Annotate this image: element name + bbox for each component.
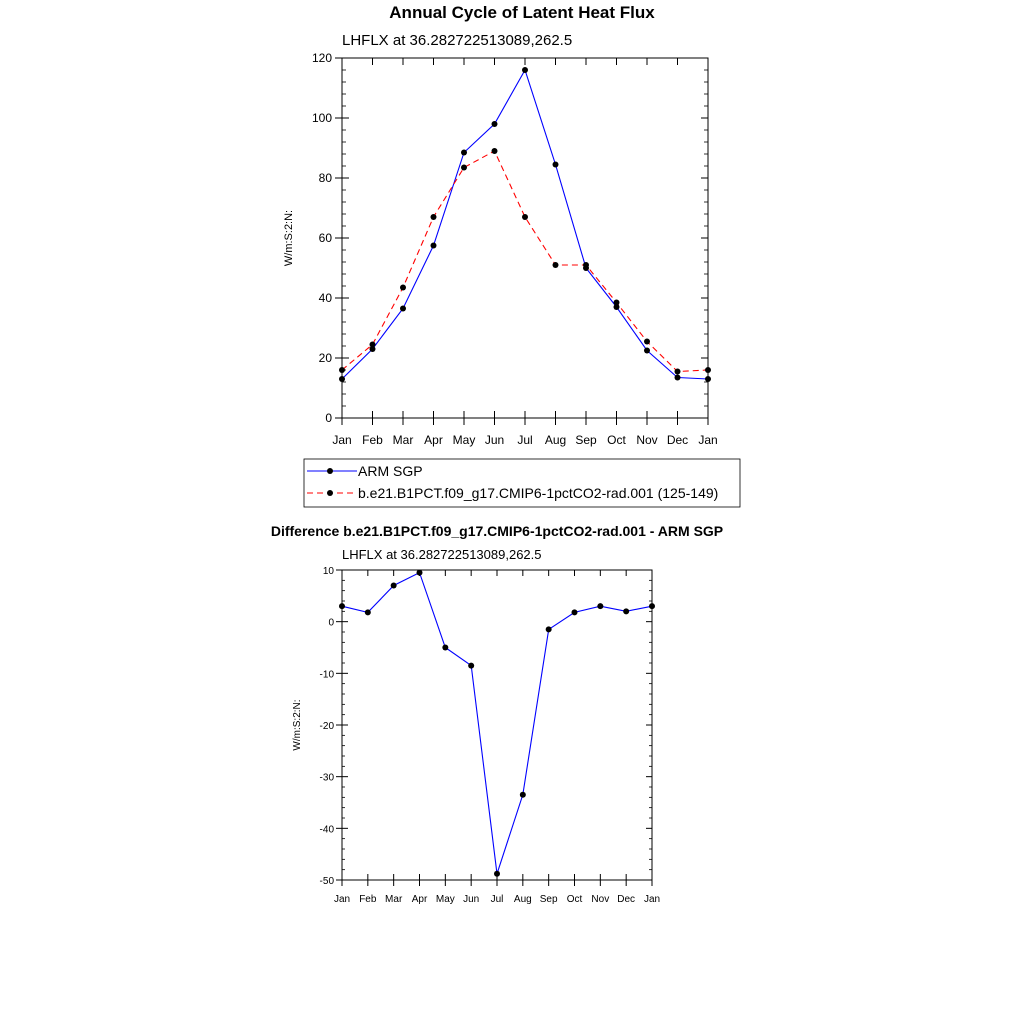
x-axis-tick-labels — [334, 894, 660, 905]
data-point-1 — [461, 165, 467, 171]
x-tick-label: Mar — [385, 894, 403, 905]
x-tick-label: Jul — [490, 894, 504, 905]
x-tick-label: Jan — [698, 433, 718, 447]
data-point-0 — [461, 150, 467, 156]
data-point-1 — [492, 148, 498, 154]
chart-subtitle: LHFLX at 36.282722513089,262.5 — [342, 32, 573, 49]
x-tick-label: Apr — [411, 894, 428, 905]
series-line-0 — [342, 573, 652, 874]
data-point-0 — [644, 348, 650, 354]
data-point-0 — [391, 583, 397, 589]
difference-panel — [271, 523, 723, 905]
y-tick-label: 60 — [318, 231, 332, 245]
data-point-0 — [365, 609, 371, 615]
data-point-1 — [583, 262, 589, 268]
y-axis-tick-labels — [320, 566, 335, 887]
x-tick-label: Aug — [513, 894, 532, 905]
series-layer — [339, 67, 711, 382]
data-point-1 — [431, 214, 437, 220]
data-point-0 — [675, 375, 681, 381]
x-tick-label: Dec — [666, 433, 689, 447]
data-point-0 — [400, 306, 406, 312]
x-tick-label: Jun — [463, 894, 480, 905]
y-tick-label: -40 — [319, 824, 334, 836]
y-axis-tick-labels — [312, 51, 332, 425]
data-point-1 — [614, 300, 620, 306]
data-point-0 — [649, 603, 655, 609]
x-tick-label: Apr — [424, 433, 443, 447]
chart-subtitle: LHFLX at 36.282722513089,262.5 — [342, 547, 542, 562]
x-tick-label: Mar — [392, 433, 414, 447]
x-tick-label: Jan — [332, 433, 352, 447]
axis-ticks — [336, 570, 652, 886]
y-tick-label: 100 — [311, 111, 332, 125]
data-point-0 — [522, 67, 528, 73]
chart-title: Difference b.e21.B1PCT.f09_g17.CMIP6-1pctCO2-rad.001 - ARM SGP — [270, 523, 724, 539]
plot-frame — [342, 570, 652, 880]
data-point-0 — [520, 792, 526, 798]
series-line-0 — [342, 70, 708, 379]
x-tick-label: Nov — [636, 433, 658, 447]
y-tick-label: 80 — [318, 171, 332, 185]
x-tick-label: Nov — [591, 894, 610, 905]
data-point-0 — [597, 603, 603, 609]
legend-marker-model — [327, 490, 333, 496]
y-tick-label: 10 — [322, 566, 334, 577]
y-tick-label: 40 — [318, 291, 332, 305]
data-point-0 — [431, 243, 437, 249]
data-point-1 — [339, 367, 345, 373]
y-tick-label: 20 — [318, 351, 332, 365]
y-tick-label: -30 — [319, 772, 334, 784]
x-tick-label: Aug — [544, 433, 567, 447]
x-tick-label: Jan — [643, 894, 661, 905]
data-point-0 — [494, 871, 500, 877]
x-tick-label: Sep — [539, 894, 558, 905]
x-tick-label: Sep — [575, 433, 597, 447]
y-axis-label: W/m:S:2:N: — [292, 699, 303, 751]
x-tick-label: Jul — [517, 433, 533, 447]
x-tick-label: May — [435, 894, 455, 905]
y-tick-label: -50 — [319, 876, 334, 887]
data-point-1 — [705, 367, 711, 373]
plot-frame — [342, 58, 708, 418]
data-point-1 — [400, 285, 406, 291]
data-point-0 — [553, 162, 559, 168]
data-point-1 — [370, 342, 376, 348]
data-point-0 — [492, 121, 498, 127]
data-point-0 — [339, 376, 345, 382]
data-point-0 — [546, 626, 552, 632]
x-tick-label: Jun — [484, 433, 505, 447]
y-tick-label: 120 — [311, 51, 332, 65]
legend-marker-arm-sgp — [327, 468, 333, 474]
x-tick-label: Feb — [362, 433, 383, 447]
y-tick-label: 0 — [325, 411, 332, 425]
x-tick-label: Oct — [607, 433, 626, 447]
data-point-0 — [417, 570, 423, 576]
x-tick-label: Dec — [617, 894, 636, 905]
data-point-0 — [468, 663, 474, 669]
data-point-0 — [339, 603, 345, 609]
legend — [304, 459, 740, 507]
data-point-1 — [553, 262, 559, 268]
y-tick-label: 0 — [328, 617, 334, 629]
data-point-0 — [442, 645, 448, 651]
x-tick-label: Oct — [566, 894, 583, 905]
chart-title: Annual Cycle of Latent Heat Flux — [389, 3, 655, 22]
legend-label-arm-sgp: ARM SGP — [358, 463, 423, 479]
y-tick-label: -20 — [319, 721, 334, 732]
data-point-1 — [522, 214, 528, 220]
series-line-1 — [342, 151, 708, 372]
data-point-0 — [705, 376, 711, 382]
data-point-0 — [572, 609, 578, 615]
axis-ticks — [335, 58, 708, 425]
y-axis-label: W/m:S:2:N: — [283, 209, 295, 267]
data-point-0 — [623, 608, 629, 614]
annual-cycle-panel — [283, 3, 740, 507]
data-point-1 — [675, 369, 681, 375]
x-tick-label: May — [452, 433, 476, 447]
data-point-1 — [644, 339, 650, 345]
x-tick-label: Feb — [359, 894, 377, 905]
x-axis-tick-labels — [332, 433, 717, 447]
series-layer — [339, 570, 655, 877]
y-tick-label: -10 — [319, 669, 334, 681]
legend-label-model: b.e21.B1PCT.f09_g17.CMIP6-1pctCO2-rad.001 (125-149) — [358, 485, 719, 501]
x-tick-label: Jan — [333, 894, 351, 905]
